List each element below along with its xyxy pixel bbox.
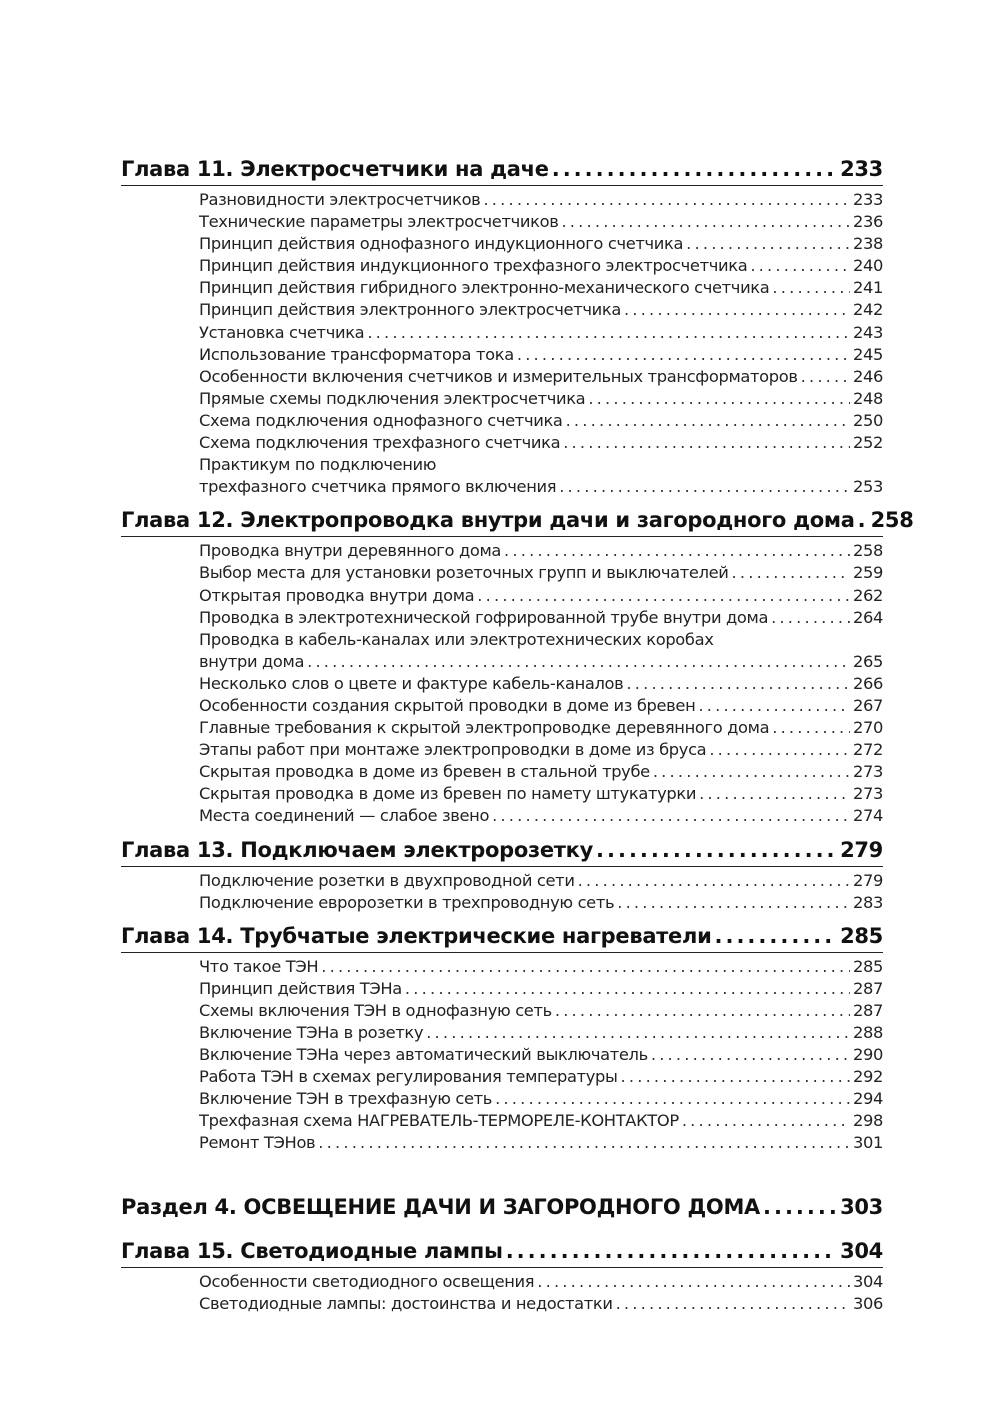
- entry-title: внутри дома: [199, 651, 305, 671]
- entry-page-number: 241: [852, 278, 883, 298]
- dot-leader: [318, 1132, 850, 1154]
- section-4-heading[interactable]: [121, 1191, 883, 1223]
- dot-leader: [578, 870, 850, 892]
- dot-leader: [321, 956, 850, 978]
- entry-page-number: 250: [852, 410, 883, 430]
- entry-title: Принцип действия ТЭНа: [199, 978, 402, 998]
- entry-title: Особенности светодиодного освещения: [199, 1271, 535, 1291]
- dot-leader: [858, 504, 868, 536]
- toc-entry[interactable]: [199, 1293, 883, 1315]
- entry-page-number: 301: [852, 1133, 883, 1153]
- chapter-14-items: [121, 953, 883, 1155]
- toc-entry[interactable]: [199, 739, 883, 761]
- toc-entry[interactable]: [199, 1044, 883, 1066]
- entry-page-number: 246: [852, 366, 883, 386]
- dot-leader: [426, 1022, 850, 1044]
- entry-title: Выбор места для установки розеточных групп и выключателей: [199, 563, 729, 583]
- entry-title: Схема подключения однофазного счетчика: [199, 410, 563, 430]
- toc-entry[interactable]: [199, 717, 883, 739]
- entry-page-number: 298: [852, 1111, 883, 1131]
- entry-page-number: 236: [852, 212, 883, 232]
- toc-entry[interactable]: [199, 956, 883, 978]
- entry-title: Принцип действия электронного электросчетчика: [199, 300, 621, 320]
- toc-entry[interactable]: [199, 607, 883, 629]
- dot-leader: [626, 673, 850, 695]
- chapter-page-number: 304: [840, 1238, 883, 1263]
- toc-entry[interactable]: [199, 1000, 883, 1022]
- dot-leader: [504, 540, 850, 562]
- entry-page-number: 304: [852, 1271, 883, 1291]
- chapter-page-number: 258: [870, 508, 914, 533]
- entry-title: Принцип действия индукционного трехфазного электросчетчика: [199, 256, 748, 276]
- entry-page-number: 272: [852, 740, 883, 760]
- dot-leader: [653, 761, 850, 783]
- chapter-15-heading[interactable]: [121, 1235, 883, 1268]
- dot-leader: [405, 978, 850, 1000]
- entry-page-number: 264: [852, 607, 883, 627]
- section-page-number: 303: [840, 1194, 883, 1219]
- dot-leader: [596, 834, 837, 866]
- entry-page-number: 270: [852, 718, 883, 738]
- entry-title: Подключение евророзетки в трехпроводную сеть: [199, 892, 615, 912]
- dot-leader: [651, 1044, 850, 1066]
- entry-title: Прямые схемы подключения электросчетчика: [199, 388, 586, 408]
- entry-title: трехфазного счетчика прямого включения: [199, 477, 557, 497]
- toc-entry[interactable]: [199, 783, 883, 805]
- entry-page-number: 273: [852, 784, 883, 804]
- entry-title: Главные требования к скрытой электропроводке деревянного дома: [199, 718, 770, 738]
- chapter-12-heading[interactable]: [121, 504, 914, 537]
- entry-title: Светодиодные лампы: достоинства и недостатки: [199, 1293, 613, 1313]
- entry-page-number: 290: [852, 1045, 883, 1065]
- entry-page-number: 285: [852, 956, 883, 976]
- chapter-13-heading[interactable]: [121, 834, 883, 867]
- dot-leader: [772, 277, 850, 299]
- toc-entry[interactable]: [199, 978, 883, 1000]
- dot-leader: [617, 892, 850, 914]
- toc-entry[interactable]: [199, 211, 883, 233]
- dot-leader: [772, 717, 850, 739]
- entry-page-number: 306: [852, 1293, 883, 1313]
- dot-leader: [801, 366, 850, 388]
- entry-title: Этапы работ при монтаже электропроводки в доме из бруса: [199, 740, 707, 760]
- dot-leader: [750, 255, 850, 277]
- dot-leader: [709, 739, 850, 761]
- dot-leader: [559, 476, 850, 498]
- entry-title: Включение ТЭНа через автоматический выключатель: [199, 1045, 648, 1065]
- chapter-title: Глава 15. Светодиодные лампы: [121, 1238, 503, 1263]
- toc-entry[interactable]: [199, 189, 883, 211]
- entry-page-number: 266: [852, 673, 883, 693]
- entry-page-number: 252: [852, 433, 883, 453]
- entry-page-number: 248: [852, 388, 883, 408]
- entry-title: Открытая проводка внутри дома: [199, 585, 475, 605]
- entry-title: Проводка внутри деревянного дома: [199, 541, 502, 561]
- dot-leader: [566, 410, 850, 432]
- entry-title: Скрытая проводка в доме из бревен в стальной трубе: [199, 762, 650, 782]
- chapter-title: Глава 14. Трубчатые электрические нагреватели: [121, 923, 712, 948]
- entry-title-line1: Практикум по подключению: [199, 455, 437, 475]
- entry-title: Принцип действия однофазного индукционного счетчика: [199, 234, 684, 254]
- toc-entry[interactable]: [199, 540, 883, 562]
- chapter-13-items: [121, 867, 883, 914]
- chapter-title: Глава 12. Электропроводка внутри дачи и загородного дома: [121, 508, 855, 533]
- chapter-page-number: 233: [840, 157, 883, 181]
- toc-entry[interactable]: [199, 629, 883, 673]
- chapter-11-items: [121, 186, 883, 498]
- entry-title: Подключение розетки в двухпроводной сети: [199, 870, 575, 890]
- dot-leader: [686, 233, 850, 255]
- entry-title: Схемы включения ТЭН в однофазную сеть: [199, 1000, 552, 1020]
- toc-entry[interactable]: [199, 233, 883, 255]
- dot-leader: [763, 1191, 837, 1223]
- toc-entry[interactable]: [199, 1271, 883, 1293]
- entry-page-number: 258: [852, 541, 883, 561]
- entry-page-number: 233: [852, 190, 883, 209]
- toc-entry[interactable]: [199, 1088, 883, 1110]
- dot-leader: [732, 562, 850, 584]
- entry-page-number: 238: [852, 234, 883, 254]
- toc-entry[interactable]: [199, 322, 883, 344]
- toc-entry[interactable]: [199, 892, 883, 914]
- entry-title: Включение ТЭН в трехфазную сеть: [199, 1089, 493, 1109]
- entry-title: Технические параметры электросчетчиков: [199, 212, 559, 232]
- toc-entry[interactable]: [199, 805, 883, 827]
- entry-title: Места соединений — слабое звено: [199, 806, 490, 826]
- chapter-title: Глава 11. Электросчетчики на даче: [121, 157, 549, 181]
- entry-page-number: 273: [852, 762, 883, 782]
- entry-page-number: 245: [852, 344, 883, 364]
- entry-page-number: 274: [852, 806, 883, 826]
- dot-leader: [492, 805, 850, 827]
- toc-entry[interactable]: [199, 673, 883, 695]
- entry-page-number: 240: [852, 256, 883, 276]
- entry-page-number: 279: [852, 870, 883, 890]
- toc-entry[interactable]: [199, 255, 883, 277]
- dot-leader: [616, 1293, 850, 1315]
- entry-page-number: 253: [852, 477, 883, 497]
- entry-title: Что такое ТЭН: [199, 956, 319, 976]
- entry-page-number: 243: [852, 322, 883, 342]
- dot-leader: [715, 920, 838, 952]
- dot-leader: [555, 1000, 850, 1022]
- entry-title: Установка счетчика: [199, 322, 365, 342]
- dot-leader: [552, 153, 837, 185]
- chapter-page-number: 285: [840, 923, 883, 948]
- dot-leader: [698, 695, 850, 717]
- entry-title: Схема подключения трехфазного счетчика: [199, 433, 561, 453]
- entry-title: Разновидности электросчетчиков: [199, 190, 481, 209]
- dot-leader: [495, 1088, 850, 1110]
- entry-page-number: 292: [852, 1067, 883, 1087]
- entry-title: Использование трансформатора тока: [199, 344, 514, 364]
- toc-entry[interactable]: [199, 366, 883, 388]
- toc-entry[interactable]: [199, 1022, 883, 1044]
- dot-leader: [624, 299, 850, 321]
- dot-leader: [563, 432, 850, 454]
- toc-entry[interactable]: [199, 410, 883, 432]
- toc-entry[interactable]: [199, 695, 883, 717]
- chapter-page-number: 279: [840, 837, 883, 862]
- toc-entry[interactable]: [199, 277, 883, 299]
- toc-entry[interactable]: [199, 870, 883, 892]
- entry-page-number: 287: [852, 978, 883, 998]
- dot-leader: [537, 1271, 850, 1293]
- chapter-11-heading[interactable]: [121, 153, 883, 186]
- dot-leader: [699, 783, 850, 805]
- entry-title: Ремонт ТЭНов: [199, 1133, 316, 1153]
- dot-leader: [561, 211, 850, 233]
- chapter-12-items: [121, 537, 883, 827]
- chapter-14-heading[interactable]: [121, 920, 883, 953]
- entry-title: Проводка в электротехнической гофрированной трубе внутри дома: [199, 607, 769, 627]
- entry-title: Особенности включения счетчиков и измерительных трансформаторов: [199, 366, 798, 386]
- dot-leader: [483, 189, 850, 211]
- toc-entry[interactable]: [199, 761, 883, 783]
- entry-page-number: 294: [852, 1089, 883, 1109]
- entry-title: Работа ТЭН в схемах регулирования температуры: [199, 1067, 618, 1087]
- entry-page-number: 283: [852, 892, 883, 912]
- entry-page-number: 287: [852, 1000, 883, 1020]
- entry-page-number: 242: [852, 300, 883, 320]
- toc-entry[interactable]: [199, 1110, 883, 1132]
- entry-title: Трехфазная схема НАГРЕВАТЕЛЬ-ТЕРМОРЕЛЕ-КОНТАКТОР: [199, 1111, 679, 1131]
- dot-leader: [506, 1235, 837, 1267]
- entry-page-number: 267: [852, 695, 883, 715]
- toc-entry[interactable]: [199, 562, 883, 584]
- dot-leader: [517, 344, 850, 366]
- dot-leader: [307, 651, 850, 673]
- dot-leader: [367, 322, 850, 344]
- table-of-contents: [121, 153, 914, 1315]
- toc-entry[interactable]: [199, 585, 883, 607]
- toc-entry[interactable]: [199, 1066, 883, 1088]
- toc-entry[interactable]: [199, 344, 883, 366]
- entry-title: Включение ТЭНа в розетку: [199, 1023, 424, 1042]
- section-title: Раздел 4. ОСВЕЩЕНИЕ ДАЧИ И ЗАГОРОДНОГО ДОМА: [121, 1194, 760, 1219]
- entry-page-number: 262: [852, 585, 883, 605]
- entry-title: Скрытая проводка в доме из бревен по намету штукатурки: [199, 784, 697, 804]
- entry-title: Принцип действия гибридного электронно-механического счетчика: [199, 278, 770, 298]
- toc-entry[interactable]: [199, 388, 883, 410]
- dot-leader: [682, 1110, 850, 1132]
- entry-page-number: 259: [852, 563, 883, 583]
- toc-entry[interactable]: [199, 299, 883, 321]
- chapter-15-items: [121, 1268, 883, 1315]
- toc-entry[interactable]: [199, 1132, 883, 1154]
- dot-leader: [771, 607, 850, 629]
- dot-leader: [621, 1066, 850, 1088]
- toc-entry[interactable]: [199, 454, 883, 498]
- entry-page-number: 288: [852, 1023, 883, 1042]
- entry-title-line1: Проводка в кабель-каналах или электротехнических коробах: [199, 629, 714, 649]
- dot-leader: [588, 388, 850, 410]
- entry-page-number: 265: [852, 651, 883, 671]
- toc-entry[interactable]: [199, 432, 883, 454]
- entry-title: Несколько слов о цвете и фактуре кабель-каналов: [199, 673, 624, 693]
- chapter-title: Глава 13. Подключаем электророзетку: [121, 837, 594, 862]
- entry-title: Особенности создания скрытой проводки в доме из бревен: [199, 695, 696, 715]
- dot-leader: [477, 585, 850, 607]
